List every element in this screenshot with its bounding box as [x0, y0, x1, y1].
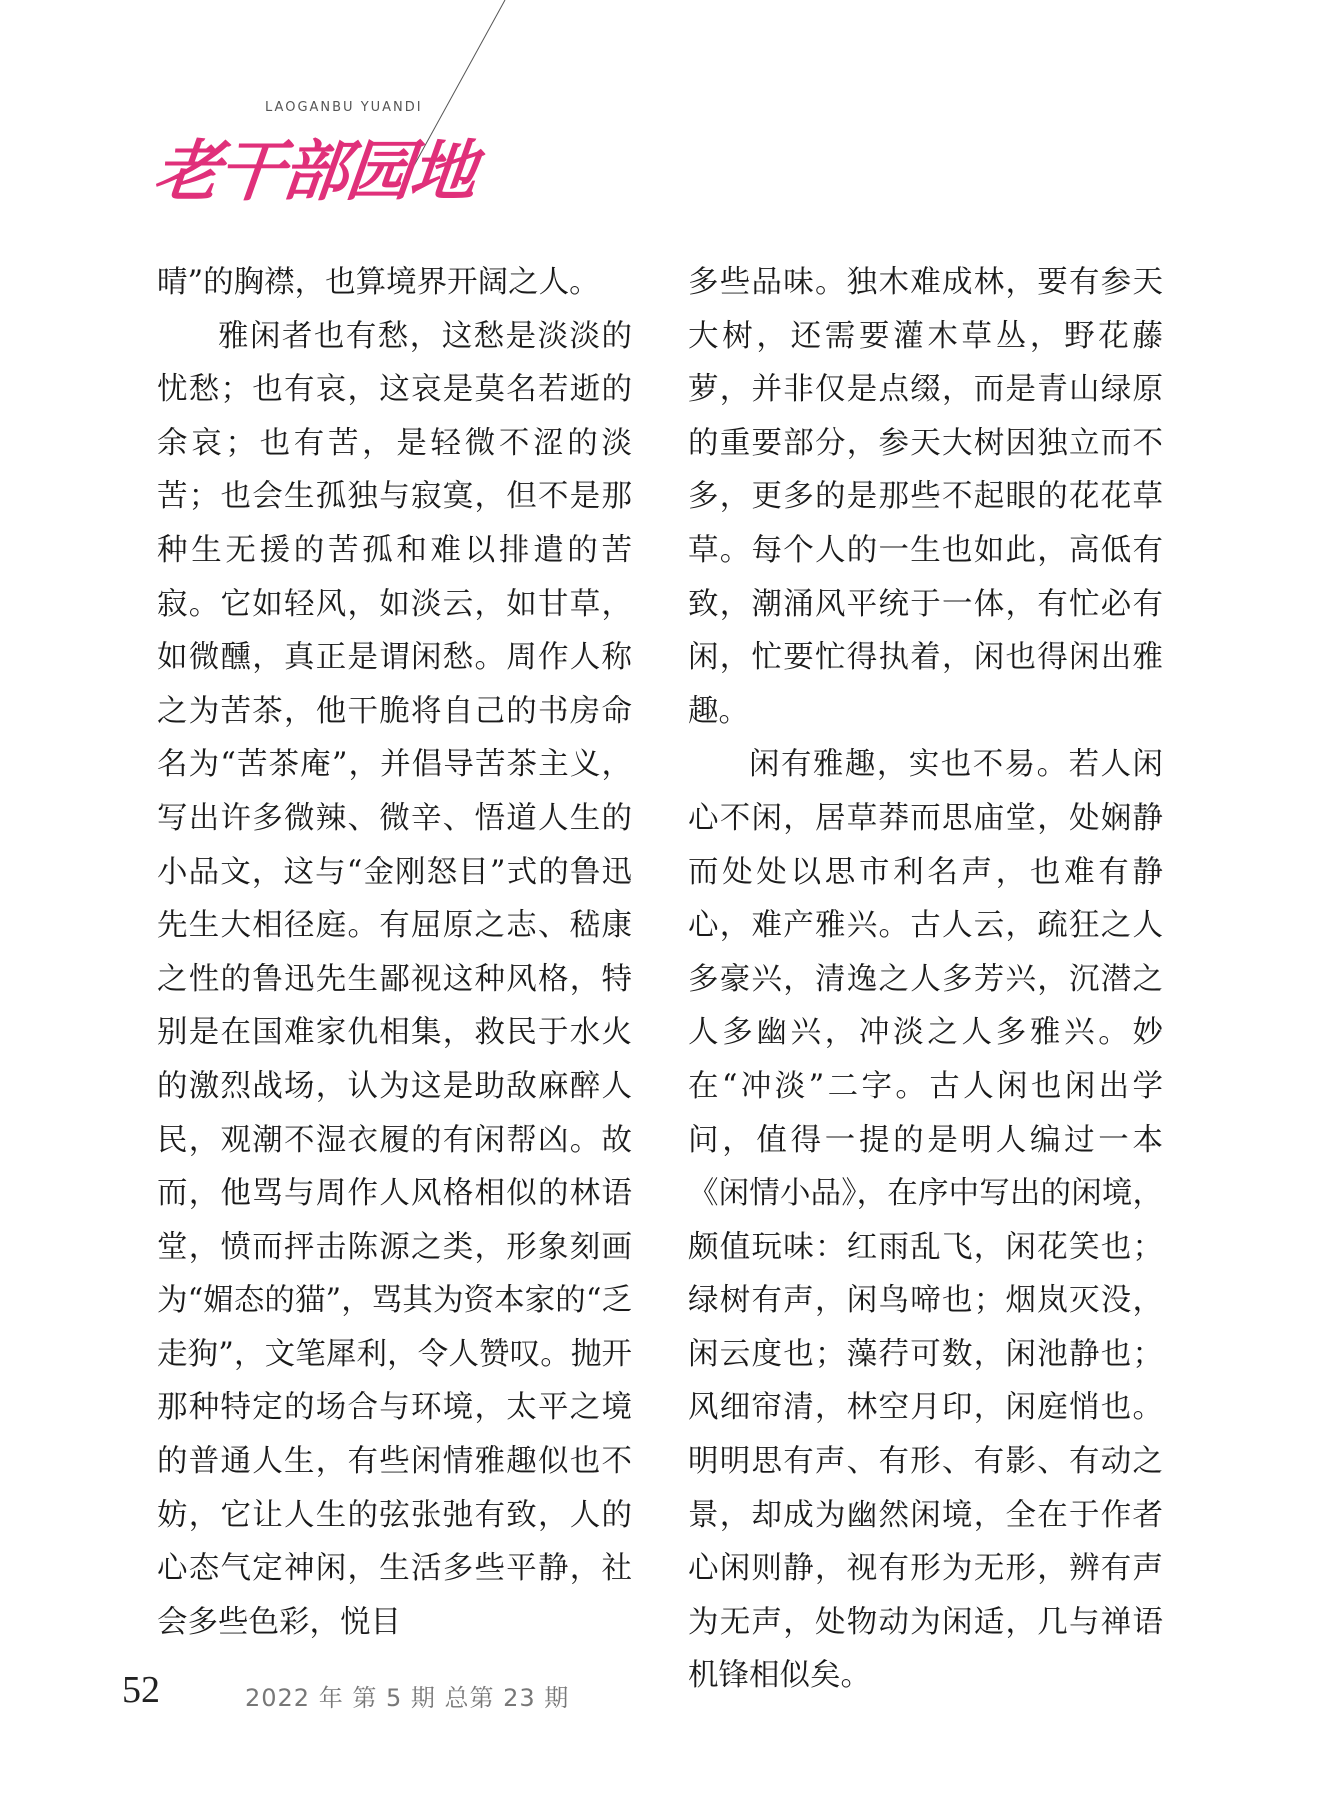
paragraph: 雅闲者也有愁，这愁是淡淡的忧愁；也有哀，这哀是莫名若逝的余哀；也有苦，是轻微不涩的淡苦；也会生孤独与寂寞，但不是那种生无援的苦孤和难以排遣的苦寂。它如轻风，如淡云，如甘草，如微醺，真正是谓闲愁。周作人称之为苦茶，他干脆将自己的书房命名为“苦茶庵”，并倡导苦茶主义，写出许多微辣、微辛、悟道人生的小品文，这与“金刚怒目”式的鲁迅先生大相径庭。有屈原之志、嵇康之性的鲁迅先生鄙视这种风格，特别是在国难家仇相集，救民于水火的激烈战场，认为这是助敌麻醉人民，观潮不湿衣履的有闲帮凶。故而，他骂与周作人风格相似的林语堂，愤而抨击陈源之类，形象刻画为“媚态的猫”，骂其为资本家的“乏走狗”，文笔犀利，令人赞叹。抛开那种特定的场合与环境，太平之境的普通人生，有些闲情雅趣似也不妨，它让人生的弦张弛有致，人的心态气定神闲，生活多些平静，社会多些色彩，悦目 [157, 318, 632, 1640]
page-number: 52 [122, 1669, 160, 1711]
magazine-name-pinyin: LAOGANBU YUANDI [265, 100, 423, 115]
paragraph: 闲有雅趣，实也不易。若人闲心不闲，居草莽而思庙堂，处娴静而处处以思市利名声，也难有静心，难产雅兴。古人云，疏狂之人多豪兴，清逸之人多芳兴，沉潜之人多幽兴，冲淡之人多雅兴。妙在“冲淡”二字。古人闲也闲出学问，值得一提的是明人编过一本《闲情小品》，在序中写出的闲境，颇值玩味：红雨乱飞，闲花笑也；绿树有声，闲鸟啼也；烟岚灭没，闲云度也；藻荇可数，闲池静也；风细帘清，林空月印，闲庭悄也。明明思有声、有形、有影、有动之景，却成为幽然闲境，全在于作者心闲则静，视有形为无形，辨有声为无声，处物动为闲适，几与禅语机锋相似矣。 [688, 747, 1163, 1694]
right-text-column [688, 256, 1163, 1703]
paragraph: 晴”的胸襟，也算境界开阔之人。 [157, 265, 600, 300]
issue-info: 2022 年 第 5 期 总第 23 期 [245, 1684, 570, 1712]
magazine-logo: 老干部园地 [150, 132, 479, 210]
left-text-column [157, 256, 632, 1649]
paragraph: 多些品味。独木难成林，要有参天大树，还需要灌木草丛，野花藤萝，并非仅是点缀，而是青山绿原的重要部分，参天大树因独立而不多，更多的是那些不起眼的花花草草。每个人的一生也如此，高低有致，潮涌风平统于一体，有忙必有闲，忙要忙得执着，闲也得闲出雅趣。 [688, 265, 1163, 729]
